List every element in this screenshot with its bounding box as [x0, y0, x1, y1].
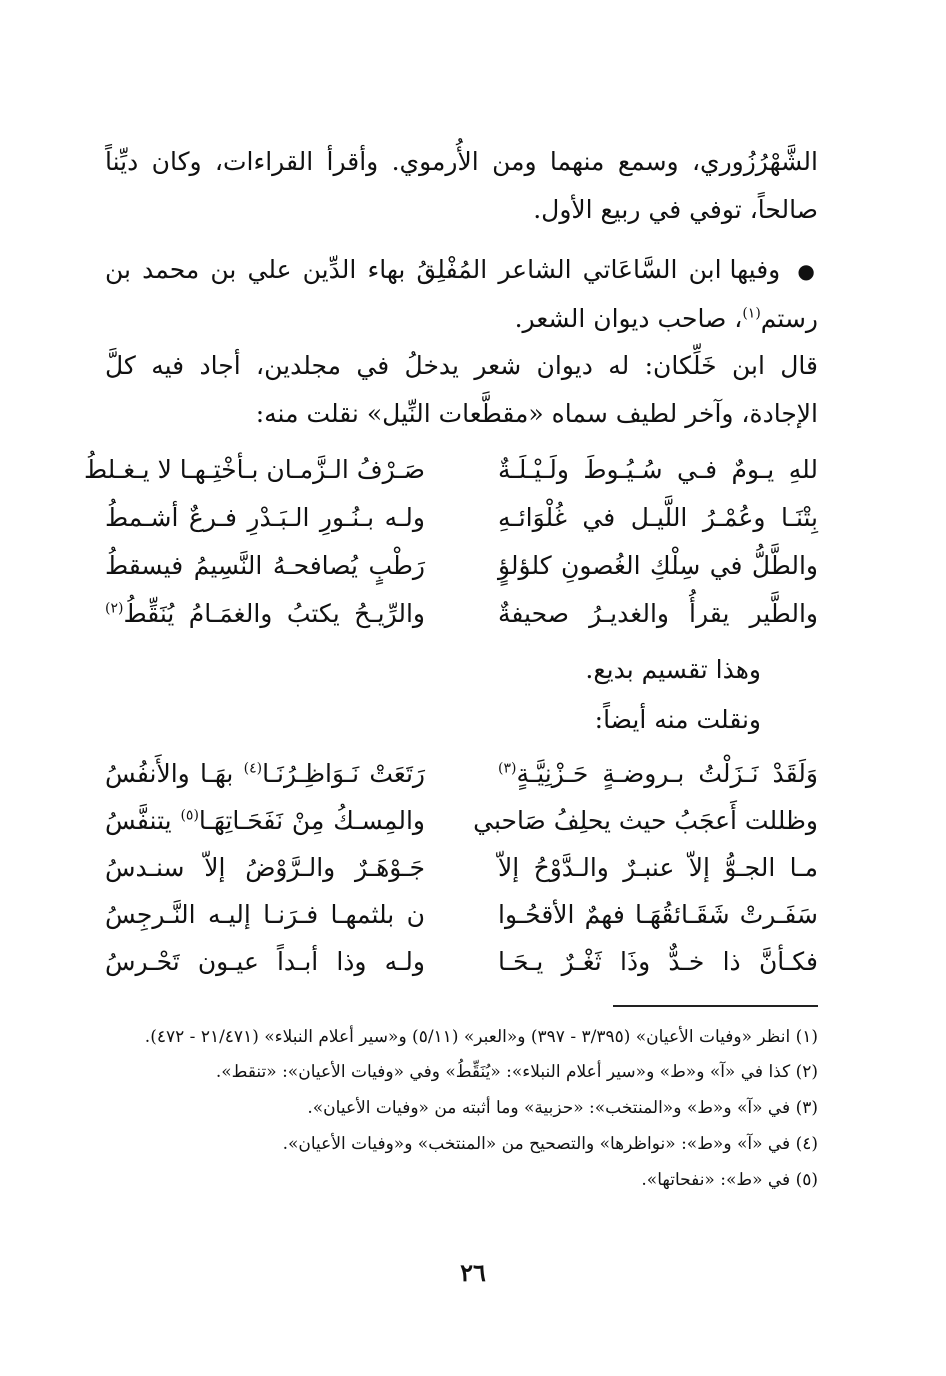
second-hemistich-text-end: بهَـا والأَنفُسُ [105, 759, 244, 788]
poem-2 [105, 750, 818, 985]
paragraph-1-text: الشَّهْرُزُوري، وسمع منهما ومن الأُرموي. وأقرأ القراءات، وكان ديِّناً صالحاً، توفي في ربيع الأول. [105, 147, 818, 224]
poem-2-line [105, 844, 818, 891]
poem-1 [83, 446, 818, 638]
poem-1-line [83, 446, 818, 494]
footnote-ref-4: (٤) [243, 760, 263, 777]
page-number: ٢٦ [460, 1258, 486, 1287]
standalone-line-1: وهذا تقسيم بديع. [585, 655, 761, 684]
footnote-ref-5: (٥) [180, 807, 199, 824]
first-hemistich: للهِ يـومٌ فـي سُـيُـوطَ ولَـيْـلَـةٌ [498, 455, 818, 484]
second-hemistich-text-end: يتنفَّسُ [105, 806, 181, 835]
poem-1-line [105, 494, 818, 542]
footnote-1: (١) انظر «وفيات الأعيان» (٣/٣٩٥ - ٣٩٧) و«العبر» (٥/١١) و«سير أعلام النبلاء» (٢١/٤٧١ - ٤٧٢). [144, 1027, 818, 1047]
paragraph-2-text-after: ، صاحب ديوان الشعر. [514, 304, 743, 333]
second-hemistich-text: رَتَعَتْ نَـوَاظِـرُنَـا [262, 759, 425, 788]
second-hemistich: ولـه وذا أبـداً عيـون تَحْـرسُ [105, 947, 425, 976]
poem-2-line [105, 750, 818, 797]
poem-2-line [105, 797, 818, 844]
bullet-icon: ● [797, 259, 819, 283]
poem-1-line [105, 542, 818, 590]
paragraph-2-text-before: وفيها ابن السَّاعَاتي الشاعر المُفْلِقُ بهاء الدِّين علي بن محمد بن رستم [105, 255, 818, 333]
first-hemistich: وظللت أَعجَبُ حيث يحلِفُ صَاحبي [473, 806, 818, 835]
second-hemistich [105, 590, 425, 638]
footnote-4: (٤) في «آ» و«ط»: «نواظرها» والتصحيح من «المنتخب» و«وفيات الأعيان». [282, 1134, 818, 1154]
first-hemistich: والطَّلُّ في سِلْكِ الغُصونِ كلؤلؤٍ [498, 551, 818, 580]
paragraph-1 [105, 138, 818, 234]
second-hemistich: رَطْبٍ يُصافحـهُ النَّسِيمُ فيسقطُ [105, 551, 425, 580]
second-hemistich: ن بلثمهـا فـرَنـا إليـه النَّـرجِسُ [105, 900, 425, 929]
second-hemistich: ولـه بـنُـورِ الـبَـدْرِ فـرعٌ أشـمطُ [105, 503, 425, 532]
second-hemistich [105, 797, 425, 844]
first-hemistich: والطَّير يقرأُ والغديـرُ صحيفةٌ [498, 599, 818, 628]
second-hemistich: صَـرْفُ الـزَّمـان بـأخْتِـهـا لا يـغـلطُ [83, 455, 425, 484]
footnote-ref-1: (١) [742, 305, 761, 322]
first-hemistich: مـا الجـوُّ إلاّ عنبـرٌ والـدَّوْحُ إلاّ [498, 853, 818, 882]
second-hemistich: جَـوْهَـرٌ والـرَّوْضُ إلاّ سنـدسُ [105, 853, 425, 882]
footnote-ref-3: (٣) [498, 760, 517, 777]
first-hemistich-text: وَلَقَدْ نَـزَلْتُ بـروضـةٍ حَـزْنِيَّـةٍ [516, 759, 818, 788]
footnote-2: (٢) كذا في «آ» و«ط» و«سير أعلام النبلاء»: «يُنَقِّطُ» وفي «وفيات الأعيان»: «تنقط». [215, 1062, 818, 1082]
footnote-ref-2: (٢) [105, 600, 124, 617]
paragraph-3-text: قال ابن خَلِّكان: له ديوان شعر يدخلُ في مجلدين، أجاد فيه كلَّ الإجادة، وآخر لطيف سماه «مقطَّعات النِّيل» نقلت منه: [105, 351, 818, 428]
second-hemistich [105, 750, 425, 797]
first-hemistich: سَفَـرتْ شَقَـائقُهَـا فهمٌ الأقحُـوا [498, 900, 818, 929]
first-hemistich [498, 750, 818, 797]
first-hemistich: فكـأنَّ ذا خـدٌّ وذَا ثَغْـرٌ يـحَـا [498, 947, 818, 976]
poem-2-line [105, 938, 818, 985]
poem-1-line [105, 590, 818, 638]
poem-2-line [105, 891, 818, 938]
second-hemistich-text: والرِّيـحُ يكتبُ والغمَـامُ يُنَقِّطُ [123, 599, 425, 628]
paragraph-2 [105, 246, 818, 343]
paragraph-3 [105, 342, 818, 438]
footnote-divider [613, 1005, 818, 1007]
footnotes [105, 1020, 818, 1198]
first-hemistich: بِتْنَـا وعُمْـرُ اللَّيـل في غُلْوَائـهِ [498, 503, 818, 532]
footnote-5: (٥) في «ط»: «نفحاتها». [641, 1170, 818, 1190]
footnote-3: (٣) في «آ» و«ط» و«المنتخب»: «حزبية» وما أثبته من «وفيات الأعيان». [307, 1098, 818, 1118]
standalone-line-2: ونقلت منه أيضاً: [594, 705, 761, 734]
second-hemistich-text: والمِسـكُ مِنْ نَفَحَـاتِهَـا [198, 806, 425, 835]
